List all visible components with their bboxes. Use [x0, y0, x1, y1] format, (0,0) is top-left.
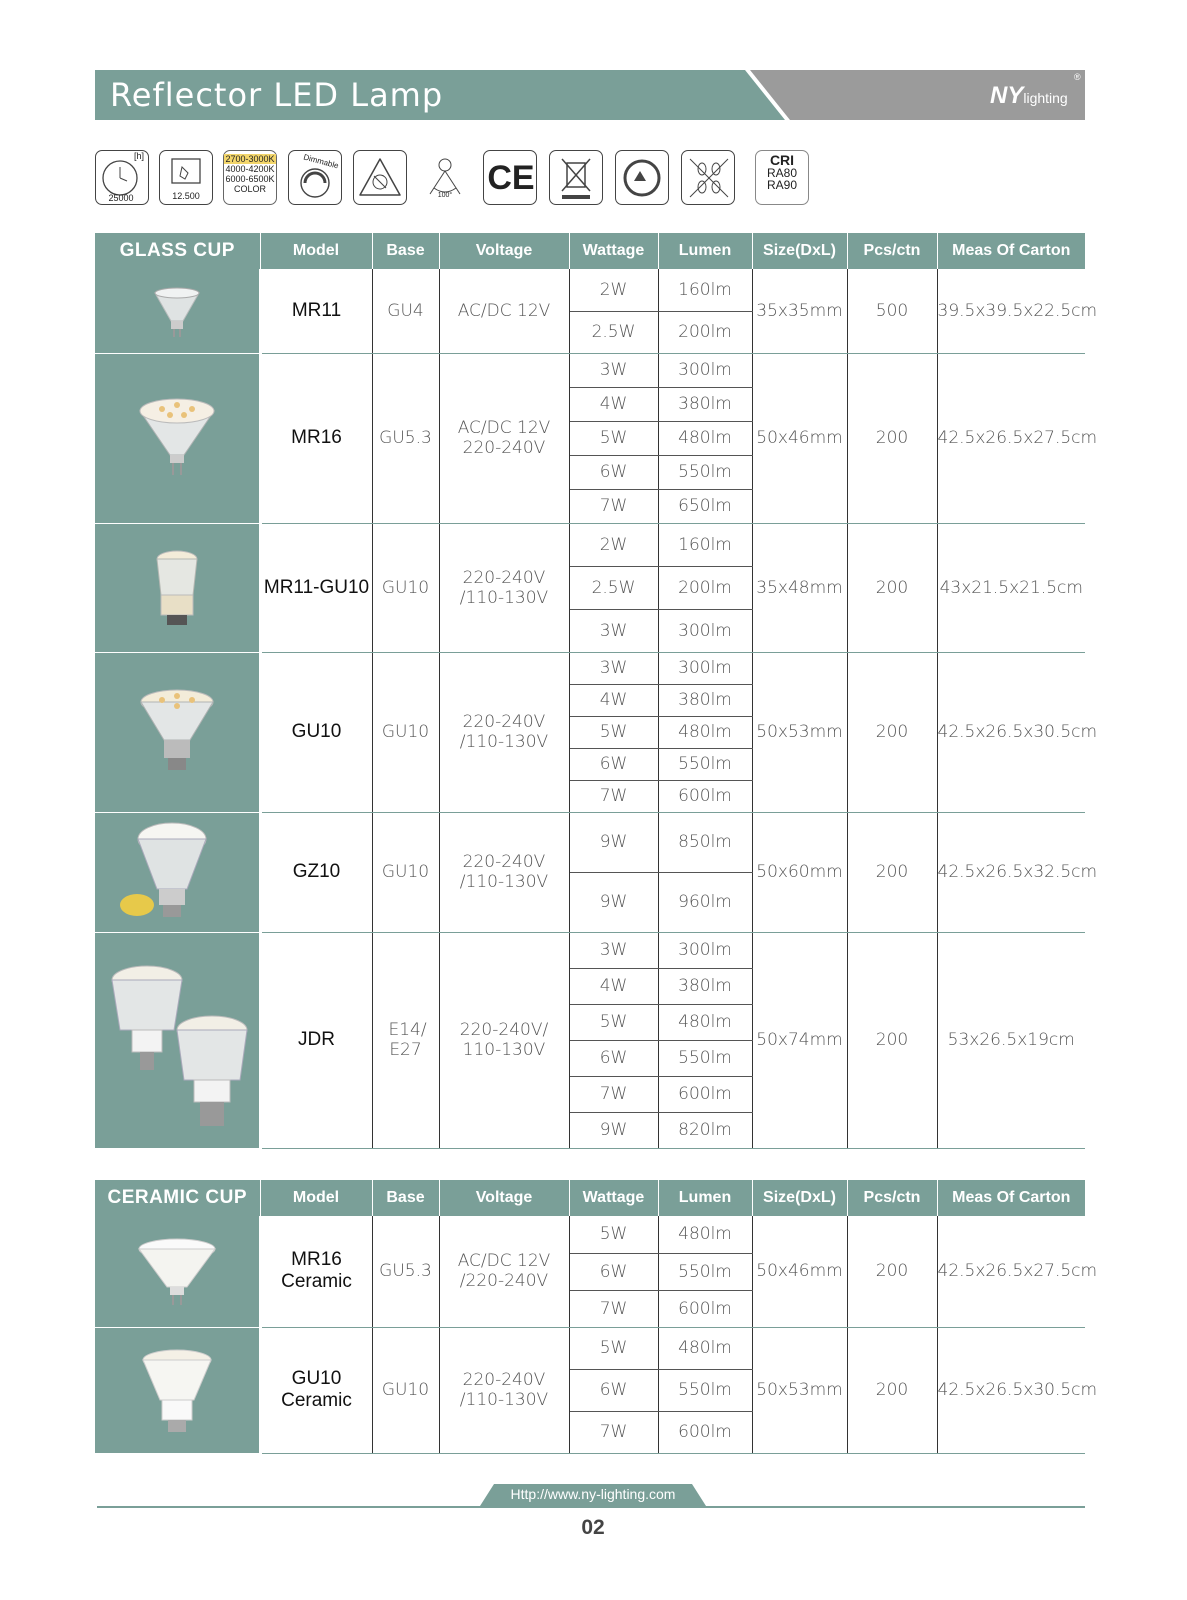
- lumen-cell: 480lm: [658, 1327, 752, 1369]
- logo-ny: NY: [990, 82, 1024, 109]
- size-cell: 50x60mm: [752, 812, 847, 932]
- col-carton: Meas Of Carton: [937, 233, 1085, 269]
- wattage-cell: 7W: [569, 1076, 658, 1112]
- size-cell: 50x46mm: [752, 1216, 847, 1327]
- size-cell: 35x48mm: [752, 523, 847, 652]
- base-cell: GU4: [372, 269, 439, 353]
- model-cell: GU10 Ceramic: [260, 1327, 372, 1453]
- wattage-cell: 5W: [569, 716, 658, 748]
- col-voltage: Voltage: [439, 1180, 569, 1216]
- size-cell: 50x53mm: [752, 652, 847, 812]
- lumen-cell: 550lm: [658, 1040, 752, 1076]
- lumen-cell: 380lm: [658, 684, 752, 716]
- model-cell: JDR: [260, 932, 372, 1148]
- lumen-cell: 480lm: [658, 1004, 752, 1040]
- lumen-cell: 300lm: [658, 609, 752, 652]
- table-row: [95, 932, 1085, 968]
- table-row: [95, 269, 1085, 311]
- ceramic-header-row: [95, 1180, 1085, 1216]
- category-glass-cup: GLASS CUP: [95, 233, 260, 269]
- carton-cell: 42.5x26.5x32.5cm: [937, 812, 1085, 932]
- base-cell: GU10: [372, 523, 439, 652]
- wattage-cell: 4W: [569, 684, 658, 716]
- product-image-mr16: [95, 353, 260, 523]
- lumen-cell: 160lm: [658, 523, 752, 566]
- lumen-cell: 600lm: [658, 1411, 752, 1453]
- model-cell: MR11: [260, 269, 372, 353]
- voltage-cell: AC/DC 12V 220-240V: [439, 353, 569, 523]
- col-lumen: Lumen: [658, 233, 752, 269]
- carton-cell: 43x21.5x21.5cm: [937, 523, 1085, 652]
- cri-icon: CRI RA80 RA90: [755, 150, 809, 205]
- col-model: Model: [260, 1180, 372, 1216]
- wattage-cell: 2.5W: [569, 311, 658, 353]
- lifetime-icon: [h] 25000: [95, 150, 149, 205]
- lumen-cell: 480lm: [658, 716, 752, 748]
- base-cell: GU10: [372, 652, 439, 812]
- lumen-cell: 650lm: [658, 489, 752, 523]
- wattage-cell: 4W: [569, 387, 658, 421]
- no-uv-icon: [353, 150, 407, 205]
- page-number: 02: [581, 1516, 605, 1539]
- logo-lighting: lighting: [1023, 90, 1068, 106]
- product-image-mr11: [95, 269, 260, 353]
- model-cell: GZ10: [260, 812, 372, 932]
- voltage-cell: AC/DC 12V: [439, 269, 569, 353]
- lumen-cell: 160lm: [658, 269, 752, 311]
- size-cell: 35x35mm: [752, 269, 847, 353]
- wattage-cell: 7W: [569, 780, 658, 812]
- lumen-cell: 600lm: [658, 1076, 752, 1112]
- table-row: [95, 1216, 1085, 1253]
- size-cell: 50x53mm: [752, 1327, 847, 1453]
- no-mercury-icon: [681, 150, 735, 205]
- wattage-cell: 2.5W: [569, 566, 658, 609]
- pcs-cell: 500: [847, 269, 937, 353]
- pcs-cell: 200: [847, 353, 937, 523]
- lumen-cell: 550lm: [658, 748, 752, 780]
- carton-cell: 53x26.5x19cm: [937, 932, 1085, 1148]
- pcs-cell: 200: [847, 523, 937, 652]
- lumen-cell: 850lm: [658, 812, 752, 872]
- switch-cycles-icon: 12.500: [159, 150, 213, 205]
- wattage-cell: 6W: [569, 455, 658, 489]
- lumen-cell: 480lm: [658, 421, 752, 455]
- lumen-cell: 550lm: [658, 1253, 752, 1290]
- lumen-cell: 300lm: [658, 932, 752, 968]
- recycle-icon: [615, 150, 669, 205]
- voltage-cell: 220-240V/ 110-130V: [439, 932, 569, 1148]
- col-lumen: Lumen: [658, 1180, 752, 1216]
- voltage-cell: 220-240V /110-130V: [439, 1327, 569, 1453]
- col-size: Size(DxL): [752, 1180, 847, 1216]
- voltage-cell: 220-240V /110-130V: [439, 652, 569, 812]
- beam-angle-icon: 100°: [418, 150, 472, 205]
- col-size: Size(DxL): [752, 233, 847, 269]
- lumen-cell: 600lm: [658, 780, 752, 812]
- col-base: Base: [372, 233, 439, 269]
- wattage-cell: 2W: [569, 523, 658, 566]
- weee-bin-icon: [549, 150, 603, 205]
- product-image-gz10: [95, 812, 260, 932]
- pcs-cell: 200: [847, 1216, 937, 1327]
- carton-cell: 42.5x26.5x30.5cm: [937, 1327, 1085, 1453]
- lumen-cell: 960lm: [658, 872, 752, 932]
- table-row: [95, 523, 1085, 566]
- wattage-cell: 6W: [569, 1253, 658, 1290]
- col-voltage: Voltage: [439, 233, 569, 269]
- website-link[interactable]: Http://www.ny-lighting.com: [510, 1486, 676, 1502]
- color-temperature-icon: 2700-3000K 4000-4200K 6000-6500K COLOR: [223, 150, 277, 205]
- lumen-cell: 550lm: [658, 1369, 752, 1411]
- wattage-cell: 3W: [569, 609, 658, 652]
- pcs-cell: 200: [847, 932, 937, 1148]
- lumen-cell: 480lm: [658, 1216, 752, 1253]
- product-image-mr16-ceramic: [95, 1216, 260, 1327]
- lumen-cell: 380lm: [658, 968, 752, 1004]
- lumen-cell: 200lm: [658, 311, 752, 353]
- ceramic-cup-table: [95, 1180, 1098, 1454]
- model-cell: MR16 Ceramic: [260, 1216, 372, 1327]
- base-cell: GU5.3: [372, 1216, 439, 1327]
- product-image-jdr: [95, 932, 260, 1148]
- table-row: [95, 812, 1085, 872]
- wattage-cell: 3W: [569, 652, 658, 684]
- table-row: [95, 652, 1085, 684]
- logo-registered: ®: [1074, 72, 1081, 82]
- lumen-cell: 380lm: [658, 387, 752, 421]
- base-cell: E14/ E27: [372, 932, 439, 1148]
- wattage-cell: 5W: [569, 1327, 658, 1369]
- brand-logo: [990, 72, 1081, 110]
- col-base: Base: [372, 1180, 439, 1216]
- base-cell: GU5.3: [372, 353, 439, 523]
- lumen-cell: 300lm: [658, 652, 752, 684]
- carton-cell: 42.5x26.5x27.5cm: [937, 1216, 1085, 1327]
- carton-cell: 42.5x26.5x30.5cm: [937, 652, 1085, 812]
- wattage-cell: 5W: [569, 421, 658, 455]
- wattage-cell: 7W: [569, 1290, 658, 1327]
- product-image-gu10-ceramic: [95, 1327, 260, 1453]
- wattage-cell: 9W: [569, 812, 658, 872]
- wattage-cell: 5W: [569, 1216, 658, 1253]
- glass-cup-table: [95, 233, 1098, 1149]
- voltage-cell: AC/DC 12V /220-240V: [439, 1216, 569, 1327]
- wattage-cell: 7W: [569, 1411, 658, 1453]
- col-model: Model: [260, 233, 372, 269]
- pcs-cell: 200: [847, 812, 937, 932]
- size-cell: 50x74mm: [752, 932, 847, 1148]
- wattage-cell: 2W: [569, 269, 658, 311]
- model-cell: MR11-GU10: [260, 523, 372, 652]
- carton-cell: 42.5x26.5x27.5cm: [937, 353, 1085, 523]
- dimmable-icon: Dimmable: [288, 150, 342, 205]
- voltage-cell: 220-240V /110-130V: [439, 812, 569, 932]
- base-cell: GU10: [372, 1327, 439, 1453]
- footer-divider: [97, 1506, 1085, 1508]
- wattage-cell: 6W: [569, 1369, 658, 1411]
- size-cell: 50x46mm: [752, 353, 847, 523]
- wattage-cell: 9W: [569, 872, 658, 932]
- col-wattage: Wattage: [569, 233, 658, 269]
- product-image-mr11-gu10: [95, 523, 260, 652]
- wattage-cell: 5W: [569, 1004, 658, 1040]
- ce-mark-icon: CE: [483, 150, 537, 205]
- lumen-cell: 820lm: [658, 1112, 752, 1148]
- lumen-cell: 550lm: [658, 455, 752, 489]
- lumen-cell: 300lm: [658, 353, 752, 387]
- table-row: [95, 1327, 1085, 1369]
- col-pcs: Pcs/ctn: [847, 233, 937, 269]
- page-title: Reflector LED Lamp: [110, 76, 444, 114]
- lumen-cell: 200lm: [658, 566, 752, 609]
- col-wattage: Wattage: [569, 1180, 658, 1216]
- wattage-cell: 4W: [569, 968, 658, 1004]
- wattage-cell: 3W: [569, 932, 658, 968]
- model-cell: GU10: [260, 652, 372, 812]
- carton-cell: 39.5x39.5x22.5cm: [937, 269, 1085, 353]
- wattage-cell: 9W: [569, 1112, 658, 1148]
- model-cell: MR16: [260, 353, 372, 523]
- category-ceramic-cup: CERAMIC CUP: [95, 1180, 260, 1216]
- pcs-cell: 200: [847, 1327, 937, 1453]
- col-pcs: Pcs/ctn: [847, 1180, 937, 1216]
- col-carton: Meas Of Carton: [937, 1180, 1085, 1216]
- lumen-cell: 600lm: [658, 1290, 752, 1327]
- wattage-cell: 6W: [569, 1040, 658, 1076]
- table-row: [95, 353, 1085, 387]
- voltage-cell: 220-240V /110-130V: [439, 523, 569, 652]
- pcs-cell: 200: [847, 652, 937, 812]
- wattage-cell: 7W: [569, 489, 658, 523]
- wattage-cell: 3W: [569, 353, 658, 387]
- product-image-gu10: [95, 652, 260, 812]
- base-cell: GU10: [372, 812, 439, 932]
- wattage-cell: 6W: [569, 748, 658, 780]
- glass-header-row: [95, 233, 1085, 269]
